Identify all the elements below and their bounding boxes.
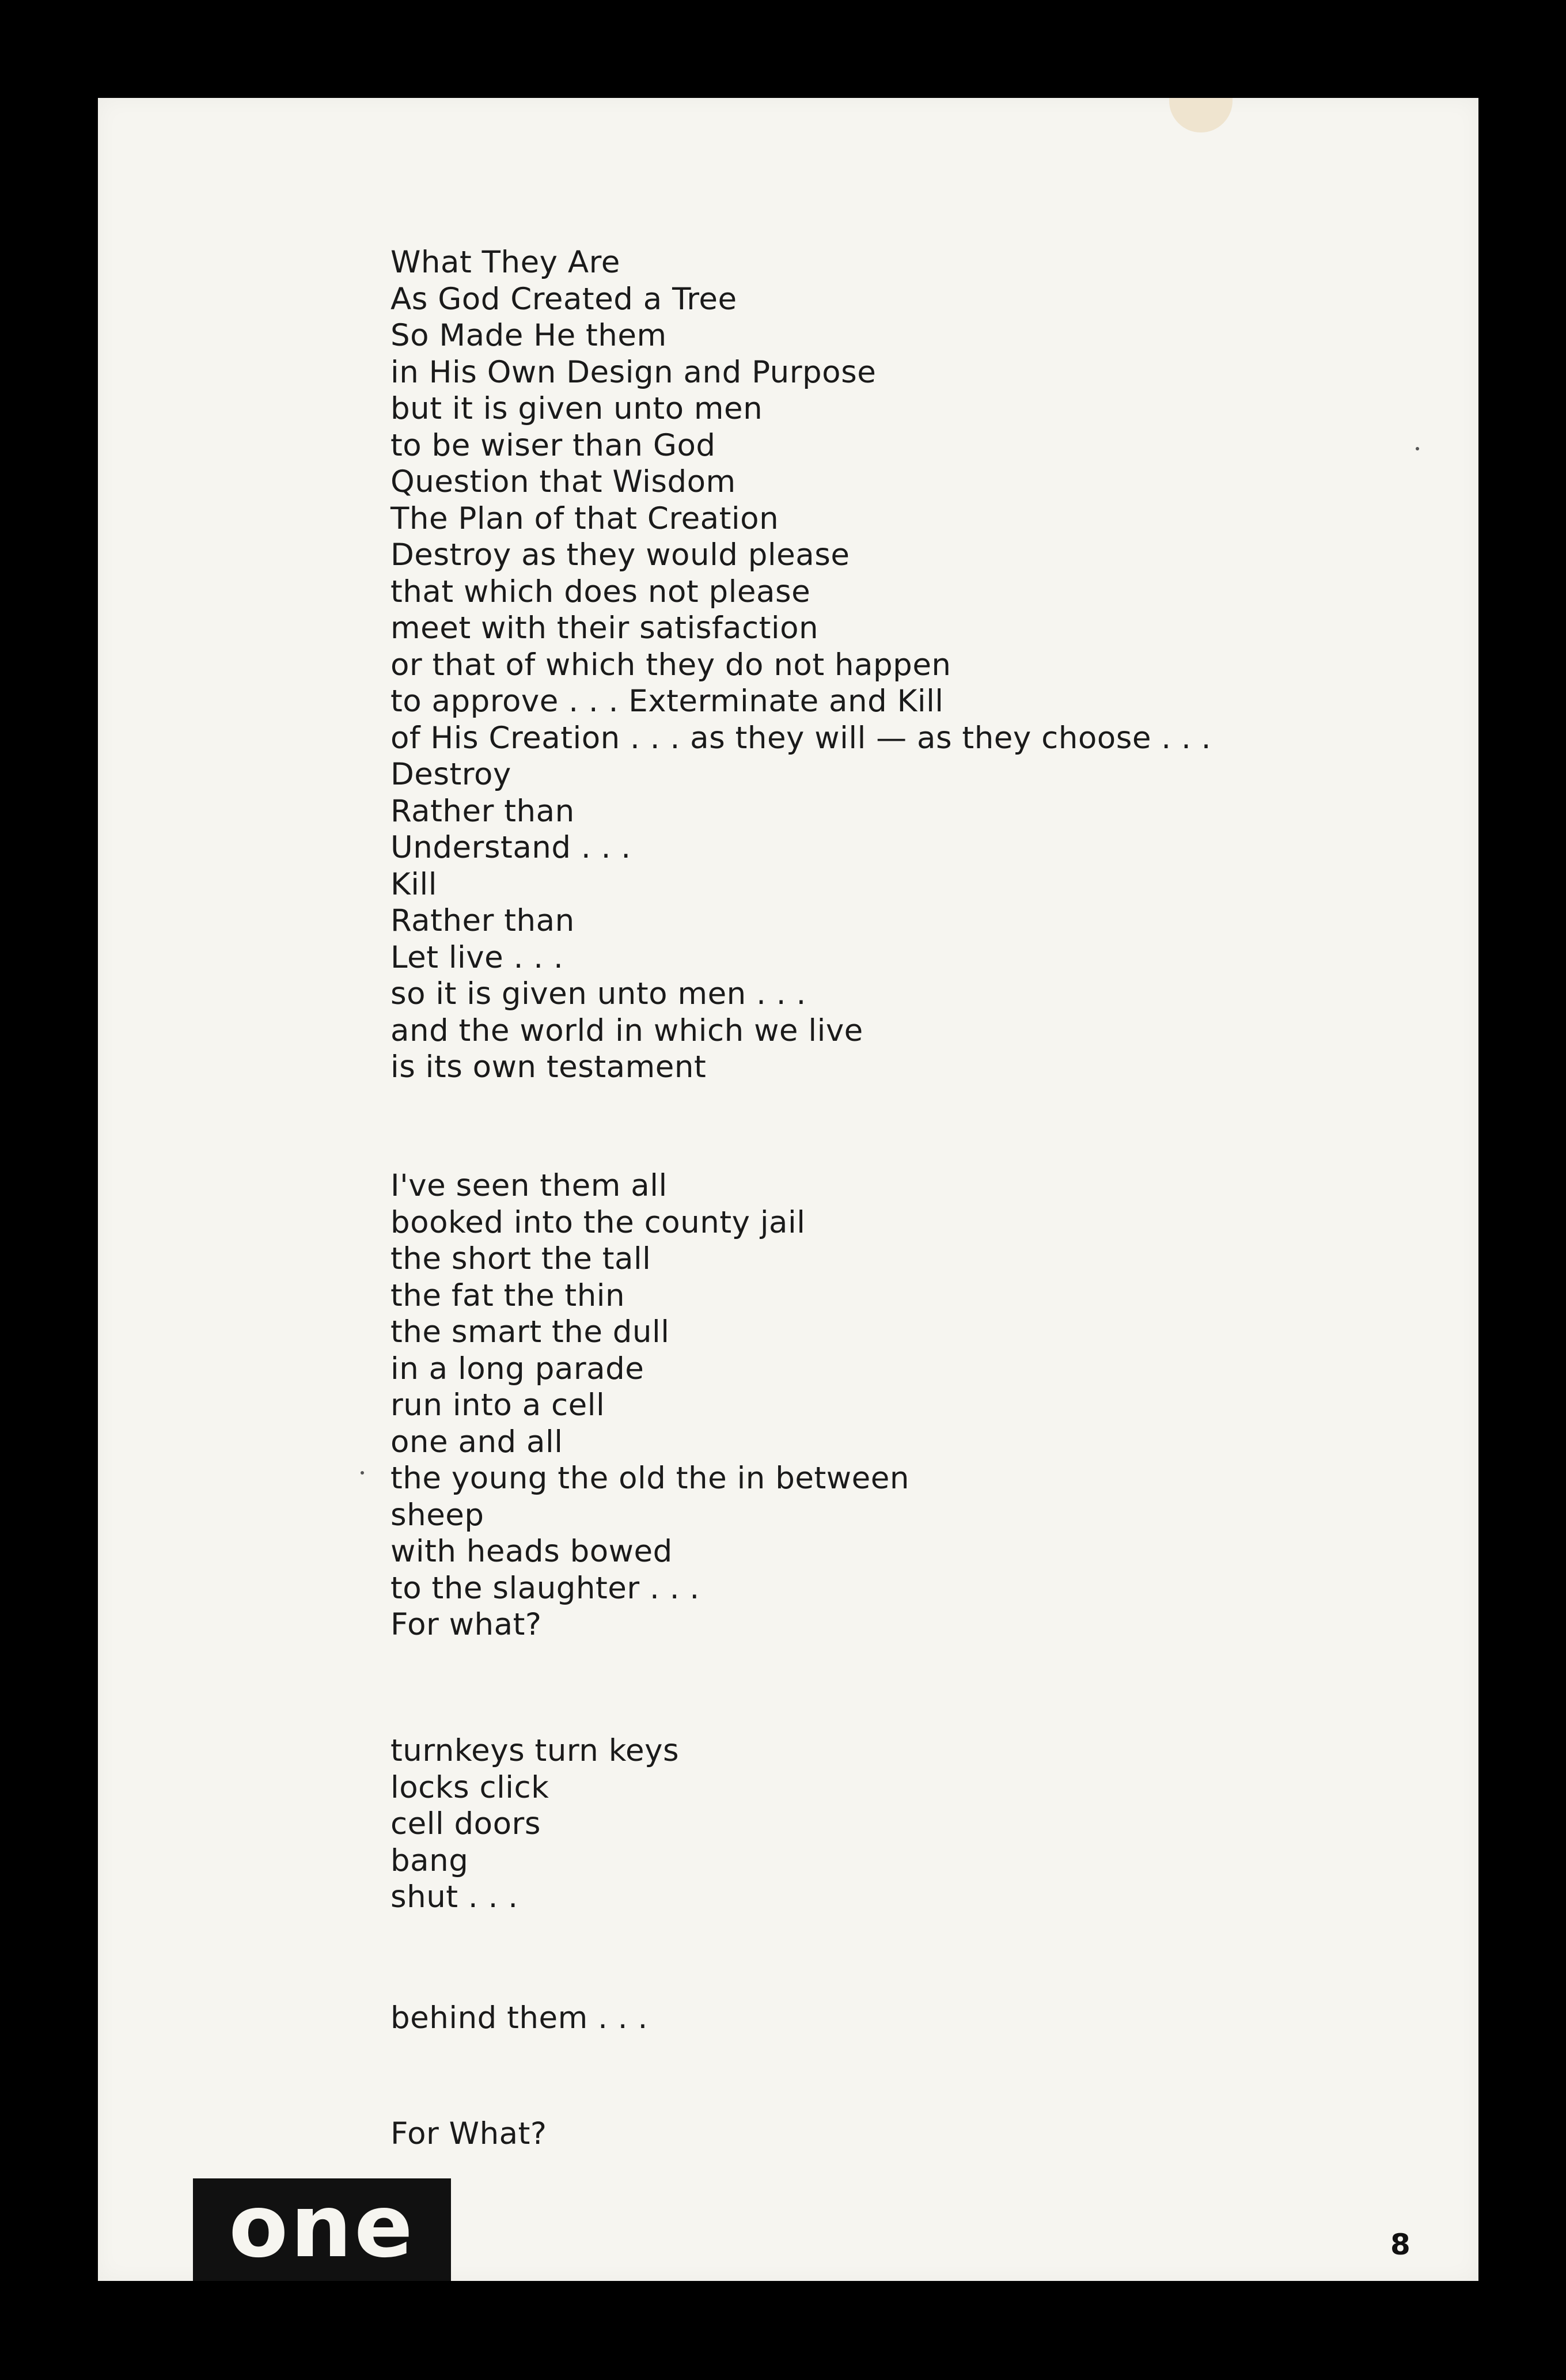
poem-line: meet with their satisfaction bbox=[390, 611, 819, 646]
poem-line: Destroy as they would please bbox=[390, 537, 850, 573]
one-magazine-logo bbox=[193, 2178, 451, 2281]
poem-line: and the world in which we live bbox=[390, 1013, 863, 1048]
poem-line: cell doors bbox=[390, 1806, 541, 1841]
poem-line: is its own testament bbox=[390, 1049, 707, 1085]
poem-line: to approve . . . Exterminate and Kill bbox=[390, 684, 944, 719]
logo-text: one bbox=[229, 2177, 415, 2277]
poem-line: booked into the county jail bbox=[390, 1204, 806, 1240]
poem-line: bang bbox=[390, 1843, 469, 1878]
poem-line: Rather than bbox=[390, 903, 575, 938]
poem-line: The Plan of that Creation bbox=[390, 501, 779, 536]
poem-stanza-2 bbox=[390, 1168, 909, 1643]
poem-line: that which does not please bbox=[390, 574, 811, 609]
poem-line: locks click bbox=[390, 1769, 549, 1805]
poem-line: to the slaughter . . . bbox=[390, 1570, 700, 1606]
poem-line: the short the tall bbox=[390, 1241, 651, 1276]
poem-stanza-1 bbox=[390, 244, 1211, 1086]
poem-line: run into a cell bbox=[390, 1388, 605, 1423]
poem-line: the fat the thin bbox=[390, 1278, 625, 1313]
poem-line: to be wiser than God bbox=[390, 427, 716, 463]
poem-stanza-3 bbox=[390, 1733, 679, 1916]
poem-line: shut . . . bbox=[390, 1879, 518, 1915]
poem-line: but it is given unto men bbox=[390, 391, 763, 426]
poem-line: For What? bbox=[390, 2116, 547, 2151]
poem-line: in His Own Design and Purpose bbox=[390, 354, 877, 390]
poem-line: in a long parade bbox=[390, 1351, 644, 1386]
poem-line: one and all bbox=[390, 1424, 563, 1460]
poem-line: So Made He them bbox=[390, 318, 667, 353]
poem-stanza-4 bbox=[390, 2000, 648, 2037]
poem-line: Question that Wisdom bbox=[390, 464, 736, 499]
poem-line: As God Created a Tree bbox=[390, 281, 737, 317]
poem-line: with heads bowed bbox=[390, 1534, 673, 1569]
poem-line: the young the old the in between bbox=[390, 1461, 909, 1496]
poem-line: Destroy bbox=[390, 757, 511, 792]
poem-line: or that of which they do not happen bbox=[390, 647, 951, 683]
magazine-page bbox=[98, 98, 1478, 2281]
poem-line: of His Creation . . . as they will — as they choose . . . bbox=[390, 720, 1212, 756]
poem-line: For what? bbox=[390, 1607, 542, 1642]
poem-stanza-5 bbox=[390, 2116, 547, 2152]
poem-line: Understand . . . bbox=[390, 830, 631, 865]
poem-line: Let live . . . bbox=[390, 939, 564, 975]
poem-line: I've seen them all bbox=[390, 1168, 668, 1203]
poem-line: sheep bbox=[390, 1497, 484, 1533]
poem-line: Kill bbox=[390, 866, 437, 902]
poem-line: turnkeys turn keys bbox=[390, 1733, 680, 1768]
paper-speck bbox=[1416, 447, 1419, 450]
poem-line: Rather than bbox=[390, 793, 575, 829]
paper-stain bbox=[1169, 98, 1233, 132]
poem-line: so it is given unto men . . . bbox=[390, 976, 806, 1011]
page-number: 8 bbox=[1390, 2228, 1410, 2261]
poem-line: What They Are bbox=[390, 245, 620, 280]
paper-speck bbox=[361, 1471, 364, 1475]
poem-line: the smart the dull bbox=[390, 1314, 670, 1350]
poem-line: behind them . . . bbox=[390, 2000, 648, 2036]
